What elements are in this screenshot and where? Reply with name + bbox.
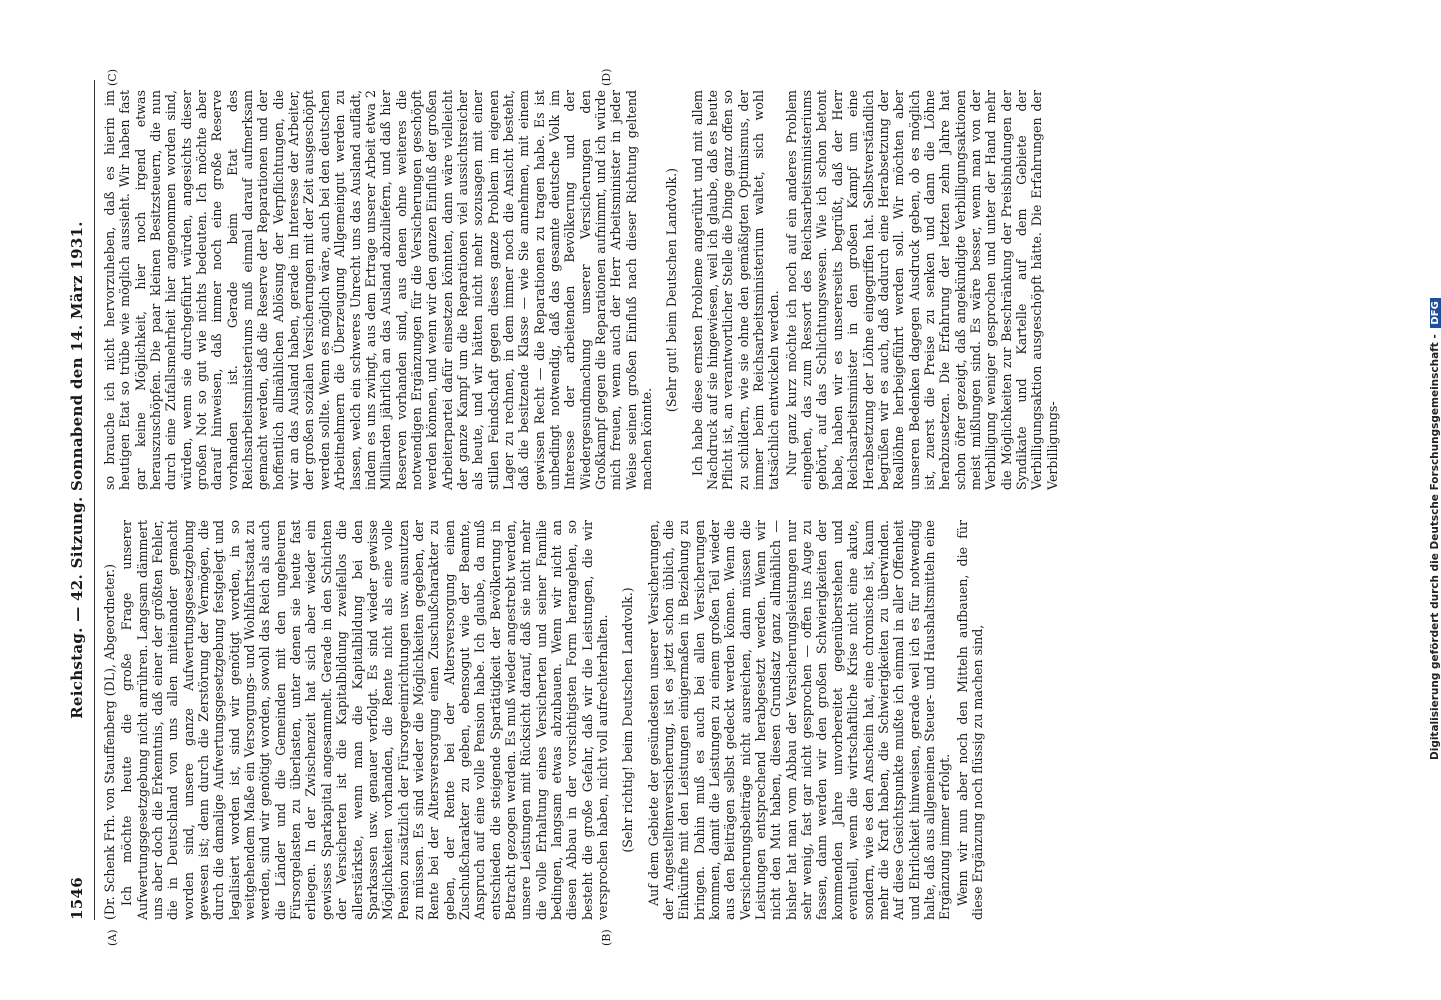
- interjection: (Sehr richtig! beim Deutschen Landvolk.): [620, 587, 636, 853]
- paragraph: Auf dem Gebiete der gesündesten unserer Versicherungen, der Angestelltenversicherung, ist es jetzt schon üblich, die Einkünfte mit den Leistungen einigermaßen in Beziehung zu bringen. Dahin muß es auch bei allen Versicherungen kommen, damit die Leistungen zu einem großen Teil wieder aus den Beiträgen selbst gedeckt werden können. Wenn die Versicherungsbeiträge nicht ausreichen, dann müssen die Leistungen entsprechend herabgesetzt werden. Wenn wir nicht den Mut haben, diesen Grundsatz ganz allmählich — bisher hat man vom Abbau der Versicherungsleistungen nur sehr wenig, fast gar nicht gesprochen — offen ins Auge zu fassen, dann werden wir den großen Schwierigkeiten der kommenden Jahre unvorbereitet gegenüberstehen und eventuell, wenn die wirtschaftliche Krise nicht eine akute, sondern, wie es den Anschein hat, eine chronische ist, kaum mehr die Kraft haben, die Schwierigkeiten zu überwinden. Auf diese Gesichtspunkte mußte ich einmal in aller Offenheit und Ehrlichkeit hinweisen, gerade weil ich es für notwendig halte, daß aus allgemeinen Steuer- und Haushaltsmitteln eine Ergänzung immer erfolgt.: [645, 520, 953, 920]
- interjection: (Sehr gut! beim Deutschen Landvolk.): [664, 167, 680, 413]
- dfg-logo: DFG: [1430, 298, 1441, 327]
- right-column: [102, 90, 1062, 490]
- margin-mark-d: (D): [600, 68, 613, 86]
- paragraph: Ich möchte heute die große Frage unserer Aufwertungsgesetzgebung nicht anrühren. Langsam dämmert uns aber doch die Erkenntnis, daß einer der größten Fehler, die in Deutschland von uns allen miteinander gemacht worden sind, unsere ganze Aufwertungsgesetzgebung gewesen ist; denn durch die Zerstörung der Vermögen, die durch die damalige Aufwertungsgesetzgebung festgelegt und legalisiert worden ist, sind wir genötigt worden, in so weitgehendem Maße ein Versorgungs- und Wohlfahrtsstaat zu werden, sind wir genötigt worden, sowohl das Reich als auch die Länder und die Gemeinden mit den ungeheuren Fürsorgelasten zu überlasten, unter denen sie heute fast erliegen. In der Zwischenzeit hat sich aber wieder ein gewisses Sparkapital angesammelt. Gerade in den Schichten der Versicherten ist die Kapitalbildung zweifellos die allerstärkste, wenn man die Kapitalbildung bei den Sparkassen usw. genauer verfolgt. Es sind wieder gewisse Möglichkeiten vorhanden, die Rente nicht als eine volle Pension zusätzlich der Fürsorgeeinrichtungen usw. ausnutzen zu müssen. Es sind wieder die Möglichkeiten gegeben, der Rente bei der Altersversorgung einen Zuschußcharakter zu geben, der Rente bei der Altersversorgung einen Zuschußcharakter zu geben, ebensogut wie der Beamte, Anspruch auf eine volle Pension habe. Ich glaube, da muß entschieden die steigende Spartätigkeit der Bevölkerung in Betracht gezogen werden. Es muß wieder angestrebt werden, unsere Leistungen mit Rücksicht darauf, daß sie nicht mehr die volle Erhaltung eines Versicherten und seiner Familie bedingen, langsam etwas abzubauen. Wenn wir nicht an diesen Abbau in der vorsichtigsten Form herangehen, so besteht die große Gefahr, daß wir die Leistungen, die wir versprochen haben, nicht voll aufrechterhalten.: [119, 520, 610, 920]
- paragraph: Wenn wir nun aber noch den Mitteln aufbauen, die für diese Ergänzung noch flüssig zu machen sind,: [954, 520, 985, 920]
- scanned-page: [60, 68, 1440, 946]
- funding-note-strip: [1409, 8, 1441, 768]
- page-number: 1546: [68, 877, 86, 920]
- paragraph: Ich habe diese ernsten Probleme angerührt und mit allem Nachdruck auf sie hingewiesen, weil ich glaube, daß es heute Pflicht ist, an verantwortlicher Stelle die Dinge ganz offen so zu schildern, wie sie ohne den gemäßigten Optimismus, der immer beim Reichsarbeitsministerium waltet, sich wohl tatsächlich entwickeln werden.: [689, 90, 782, 490]
- margin-mark-b: (B): [600, 929, 613, 946]
- funding-note-text: Digitalisierung gefördert durch die Deutsche Forschungsgemeinschaft -: [1429, 334, 1441, 760]
- margin-mark-a: (A): [106, 929, 119, 946]
- rotated-sheet: [60, 68, 1300, 946]
- paragraph: so brauche ich nicht hervorzuheben, daß es hierin im heutigen Etat so trübe wie möglich aussieht. Wir haben fast gar keine Möglichkeit, hier noch irgend etwas herauszuschöpfen. Die paar kleinen Besitzsteuern, die nun durch eine Zufallsmehrheit hier angenommen worden sind, würden, wenn sie durchgeführt würden, angesichts dieser großen Not so gut wie nichts bedeuten. Ich möchte aber darauf hinweisen, daß immer noch eine große Reserve vorhanden ist. Gerade beim Etat des Reichsarbeitsministeriums muß einmal darauf aufmerksam gemacht werden, daß die Reserve der Reparationen und der hoffentlich allmählichen Ablösung der Verpflichtungen, die wir an das Ausland haben, gerade im Interesse der Arbeiter, der großen sozialen Versicherungen mit der Zeit ausgeschöpft werden sollte. Wenn es möglich wäre, auch bei den deutschen Arbeitnehmern die Überzeugung Allgemeingut werden zu lassen, welch ein schweres Unrecht uns das Ausland auflädt, indem es uns zwingt, aus dem Ertrage unserer Arbeit etwa 2 Milliarden jährlich an das Ausland abzuliefern, und daß hier Reserven vorhanden sind, aus denen ohne weiteres die notwendigen Ergänzungen für die Versicherungen geschöpft werden können, und wenn wir den ganzen Einfluß der großen Arbeiterpartei dafür einsetzen könnten, dann wäre vielleicht der ganze Kampf um die Reparationen viel aussichtsreicher als heute, und wir hätten nicht mehr sozusagen mit einer stillen Feindschaft gegen dieses ganze Problem im eigenen Lager zu rechnen, in dem immer noch die Ansicht besteht, daß die besitzende Klasse — wie Sie annehmen, mit einem gewissen Recht — die Reparationen zu tragen habe. Es ist unbedingt notwendig, daß das gesamte deutsche Volk im Interesse der arbeitenden Bevölkerung und der Wiedergesundmachung unserer Versicherungen den Großkampf gegen die Reparationen aufnimmt, und ich würde mich freuen, wenn auch der Herr Arbeitsminister in jeder Weise seinen großen Einfluß nach dieser Richtung geltend machen könnte.: [102, 90, 655, 490]
- paragraph: Nur ganz kurz möchte ich noch auf ein anderes Problem eingehen, das zum Ressort des Reichsarbeitsministeriums gehört, auf das Schlichtungswesen. Wie ich schon betont habe, haben wir es unsererseits begrüßt, daß der Herr Reichsarbeitsminister in den großen Kampf um eine Herabsetzung der Löhne eingegriffen hat. Selbstverständlich begrüßen wir es auch, daß dadurch eine Herabsetzung der Reallöhne herbeigeführt werden soll. Wir möchten aber unseren Bedenken dagegen Ausdruck geben, ob es möglich ist, zuerst die Preise zu senken und dann die Löhne herabzusetzen. Die Erfahrung der letzten zehn Jahre hat schon öfter gezeigt, daß angekündigte Verbilligungsaktionen meist mißlungen sind. Es wäre besser, wenn man von der Verbilligung weniger gesprochen und unter der Hand mehr die Möglichkeiten zur Beschränkung der Preisbindungen der Syndikate und Kartelle auf dem Gebiete der Verbilligungsaktion ausgeschöpft hätte. Die Erfahrungen der Verbilligungs-: [783, 90, 1060, 490]
- margin-mark-c: (C): [106, 69, 119, 86]
- left-column: [102, 520, 987, 920]
- page-header: [60, 80, 94, 920]
- funding-note: [1429, 298, 1441, 760]
- page-header-title: Reichstag. — 42. Sitzung. Sonnabend den 14. März 1931.: [68, 221, 86, 719]
- speaker-line: (Dr. Schenk Frh. von Stauffenberg (DL), Abgeordneter.): [102, 563, 117, 920]
- header-rule: [94, 80, 95, 920]
